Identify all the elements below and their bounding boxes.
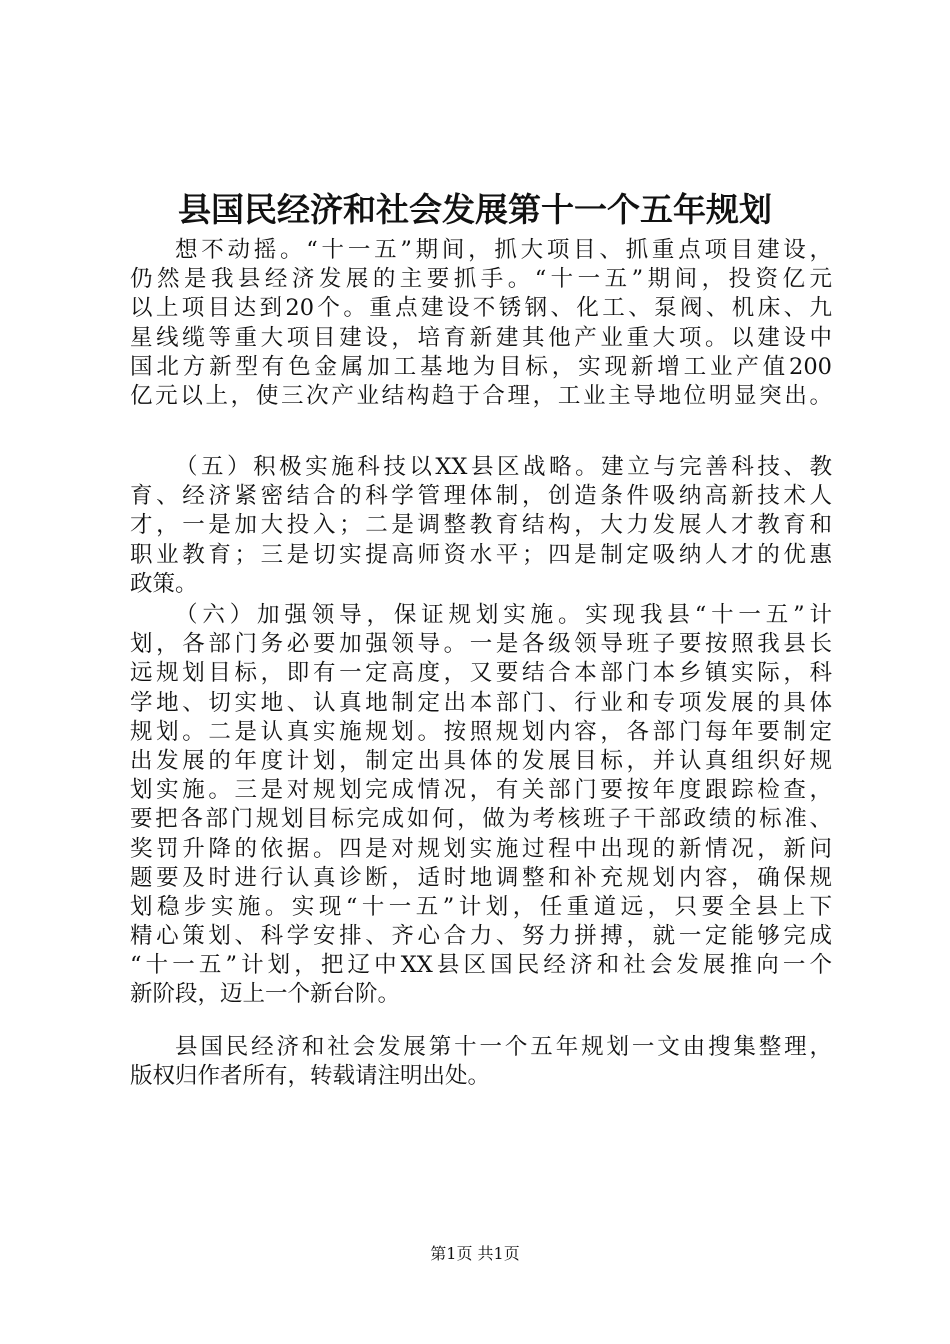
text-line: 规划。二是认真实施规划。按照规划内容，各部门每年要制定 [130, 718, 832, 745]
text-line: 以上项目达到20个。重点建设不锈钢、化工、泵阀、机床、九 [130, 295, 832, 322]
text-line: （六）加强领导，保证规划实施。实现我县“十一五”计 [175, 602, 832, 628]
paragraph-4 [130, 1033, 832, 1091]
document-title: 县国民经济和社会发展第十一个五年规划 [178, 190, 772, 229]
text-line: 划稳步实施。实现“十一五”计划，任重道远，只要全县上下 [130, 893, 832, 920]
text-line: 远规划目标，即有一定高度，又要结合本部门本乡镇实际，科 [130, 660, 832, 687]
paragraph-1 [130, 236, 832, 411]
text-line: 划，各部门务必要加强领导。一是各级领导班子要按照我县长 [130, 631, 832, 658]
text-line: 精心策划、科学安排、齐心合力、努力拼搏，就一定能够完成 [130, 923, 832, 950]
text-line: 星线缆等重大项目建设，培育新建其他产业重大项。以建设中 [130, 324, 832, 351]
text-line: 要把各部门规划目标完成如何，做为考核班子干部政绩的标准、 [130, 806, 832, 833]
text-line: 出发展的年度计划，制定出具体的发展目标，并认真组织好规 [130, 747, 832, 774]
page-number-footer: 第1页 共1页 [430, 1244, 520, 1263]
text-line: 版权归作者所有，转载请注明出处。 [130, 1063, 491, 1090]
text-line: 职业教育；三是切实提高师资水平；四是制定吸纳人才的优惠 [130, 541, 832, 568]
text-line: “十一五”计划，把辽中XX县区国民经济和社会发展推向一个 [130, 952, 832, 979]
text-line: 育、经济紧密结合的科学管理体制，创造条件吸纳高新技术人 [130, 483, 832, 510]
paragraph-3 [130, 601, 832, 1010]
text-line: 想不动摇。“十一五”期间，抓大项目、抓重点项目建设， [175, 237, 832, 263]
text-line: 国北方新型有色金属加工基地为目标，实现新增工业产值200 [130, 353, 832, 380]
text-line: 奖罚升降的依据。四是对规划实施过程中出现的新情况，新问 [130, 835, 832, 862]
text-line: 县国民经济和社会发展第十一个五年规划一文由搜集整理， [175, 1034, 832, 1060]
text-line: 划实施。三是对规划完成情况，有关部门要按年度跟踪检查， [130, 777, 832, 804]
paragraph-2 [130, 453, 832, 599]
text-line: 才，一是加大投入；二是调整教育结构，大力发展人才教育和 [130, 512, 832, 539]
text-line: 政策。 [130, 570, 198, 597]
text-line: 学地、切实地、认真地制定出本部门、行业和专项发展的具体 [130, 689, 832, 716]
text-line: 新阶段，迈上一个新台阶。 [130, 981, 401, 1008]
text-line: 仍然是我县经济发展的主要抓手。“十一五”期间，投资亿元 [130, 266, 832, 293]
text-line: 题要及时进行认真诊断，适时地调整和补充规划内容，确保规 [130, 864, 832, 891]
text-line: （五）积极实施科技以XX县区战略。建立与完善科技、教 [175, 454, 832, 480]
text-line: 亿元以上，使三次产业结构趋于合理，工业主导地位明显突出。 [130, 382, 832, 409]
